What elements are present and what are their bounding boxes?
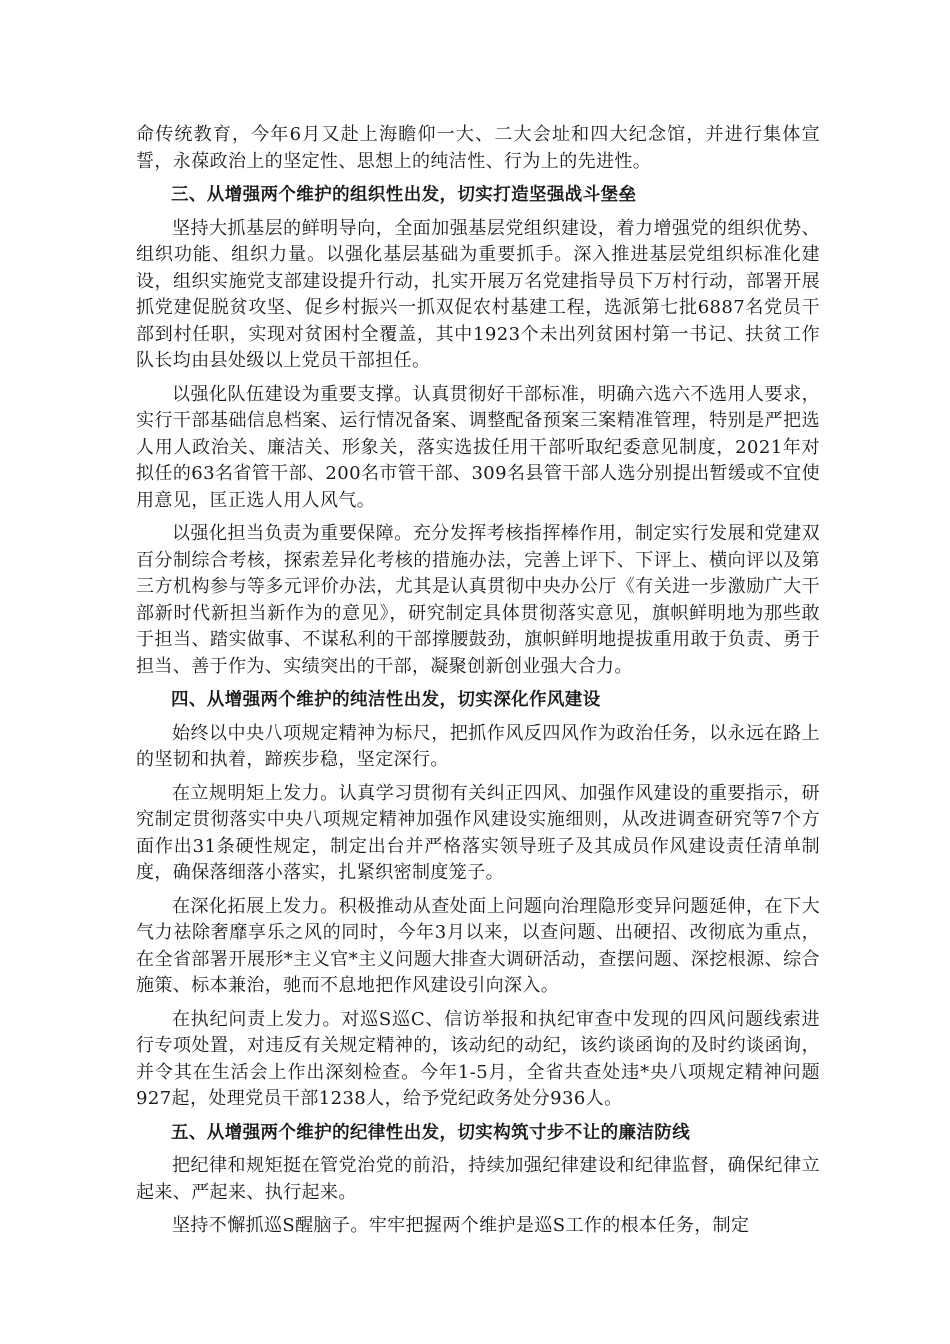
section-heading-4: 四、从增强两个维护的纯洁性出发，切实深化作风建设 — [171, 690, 601, 710]
section-heading-5: 五、从增强两个维护的纪律性出发，切实构筑寸步不让的廉洁防线 — [171, 1122, 691, 1143]
paragraph: 始终以中央八项规定精神为标尺，把抓作风反四风作为政治任务，以永远在路上的坚韧和执着，蹄疾步稳，坚定深行。 — [136, 722, 820, 770]
document-page — [136, 122, 820, 1247]
paragraph: 坚持不懈抓巡S醒脑子。牢牢把握两个维护是巡S工作的根本任务，制定 — [172, 1215, 750, 1236]
paragraph: 把纪律和规矩挺在管党治党的前沿，持续加强纪律建设和纪律监督，确保纪律立起来、严起来、执行起来。 — [136, 1155, 820, 1203]
section-heading-3: 三、从增强两个维护的组织性出发，切实打造坚强战斗堡垒 — [171, 185, 637, 205]
paragraph: 坚持大抓基层的鲜明导向，全面加强基层党组织建设，着力增强党的组织优势、组织功能、组织力量。以强化基层基础为重要抓手。深入推进基层党组织标准化建设，组织实施党支部建设提升行动，扎实开展万名党建指导员下万村行动，部署开展抓党建促脱贫攻坚、促乡村振兴一抓双促农村基建工程，选派第七批6887名党员干部到村任职，实现对贫困村全覆盖，其中1923个未出列贫困村第一书记、扶贫工作队长均由县处级以上党员干部担任。 — [136, 217, 820, 371]
paragraph: 以强化担当负责为重要保障。充分发挥考核指挥棒作用，制定实行发展和党建双百分制综合考核，探索差异化考核的措施办法，完善上评下、下评上、横向评以及第三方机构参与等多元评价办法，尤其是认真贯彻中央办公厅《有关进一步激励广大干部新时代新担当新作为的意见》，研究制定具体贯彻落实意见，旗帜鲜明地为那些敢于担当、踏实做事、不谋私利的干部撑腰鼓劲，旗帜鲜明地提拔重用敢于负责、勇于担当、善于作为、实绩突出的干部，凝聚创新创业强大合力。 — [136, 523, 820, 677]
paragraph-continued: 命传统教育，今年6月又赴上海瞻仰一大、二大会址和四大纪念馆，并进行集体宣誓，永葆政治上的坚定性、思想上的纯洁性、行为上的先进性。 — [136, 124, 820, 172]
paragraph: 在深化拓展上发力。积极推动从查处面上问题向治理隐形变异问题延伸，在下大气力祛除奢靡享乐之风的同时，今年3月以来，以查问题、出硬招、改彻底为重点，在全省部署开展形*主义官*主义问题大排查大调研活动，查摆问题、深挖根源、综合施策、标本兼治，驰而不息地把作风建设引向深入。 — [136, 895, 820, 996]
paragraph: 在执纪问责上发力。对巡S巡C、信访举报和执纪审查中发现的四风问题线索进行专项处置，对违反有关规定精神的，该动纪的动纪，该约谈函询的及时约谈函询，并令其在生活会上作出深刻检查。今年1-5月，全省共查处违*央八项规定精神问题927起，处理党员干部1238人，给予党纪政务处分936人。 — [136, 1008, 820, 1109]
paragraph: 在立规明矩上发力。认真学习贯彻有关纠正四风、加强作风建设的重要指示，研究制定贯彻落实中央八项规定精神加强作风建设实施细则，从改进调查研究等7个方面作出31条硬性规定，制定出台并严格落实领导班子及其成员作风建设责任清单制度，确保落细落小落实，扎紧织密制度笼子。 — [136, 782, 820, 883]
paragraph: 以强化队伍建设为重要支撑。认真贯彻好干部标准，明确六选六不选用人要求，实行干部基础信息档案、运行情况备案、调整配备预案三案精准管理，特别是严把选人用人政治关、廉洁关、形象关，落实选拔任用干部听取纪委意见制度，2021年对拟任的63名省管干部、200名市管干部、309名县管干部人选分别提出暂缓或不宜使用意见，匡正选人用人风气。 — [136, 383, 820, 511]
